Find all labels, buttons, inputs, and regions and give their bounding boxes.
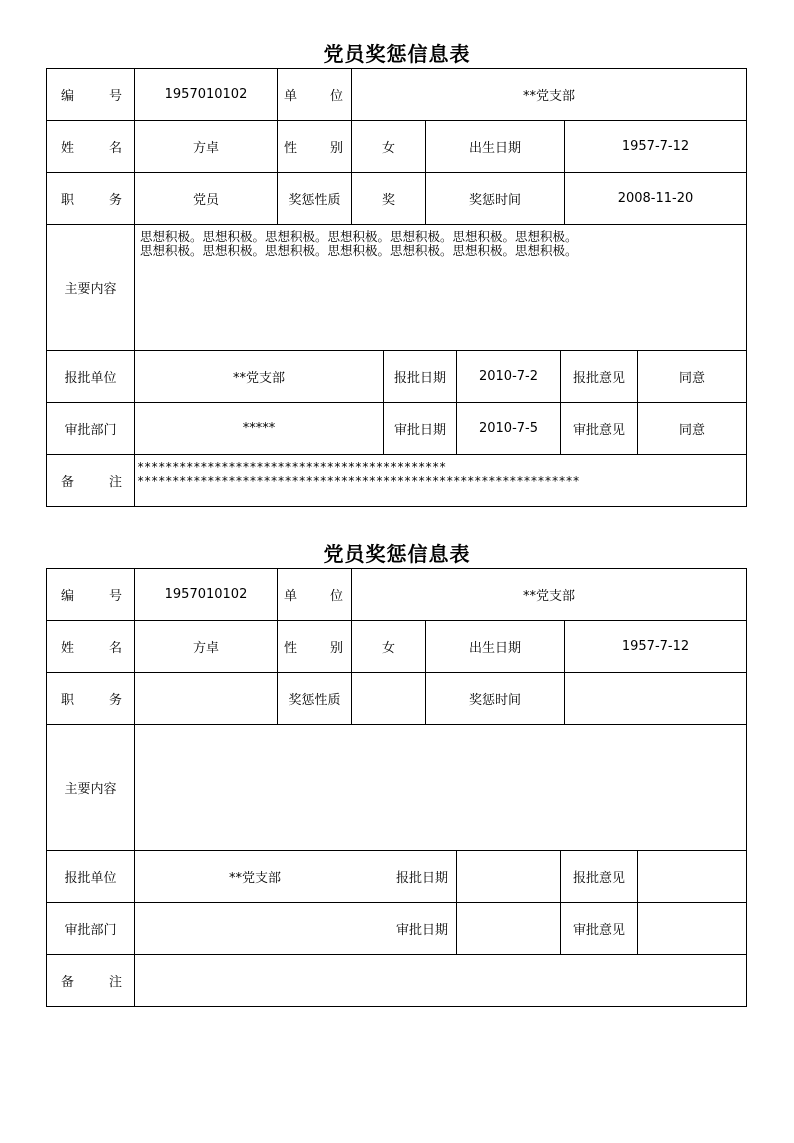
label-name (46, 120, 135, 173)
label-post-b: 务 (108, 193, 122, 208)
label-report-date: 报批日期 (395, 871, 448, 886)
label-gender-b: 别 (329, 141, 343, 156)
label-id-a: 编 (61, 589, 75, 604)
label-nature: 奖惩性质 (277, 172, 352, 225)
label-name (46, 620, 135, 673)
content-text (140, 230, 578, 258)
value-approve-date[interactable] (456, 902, 561, 955)
remark-text (137, 460, 580, 488)
label-approve-date: 审批日期 (383, 402, 457, 455)
value-remark[interactable] (134, 454, 747, 507)
value-name[interactable]: 方卓 (134, 620, 278, 673)
value-report-unit[interactable]: **党支部 (229, 871, 282, 886)
label-nature: 奖惩性质 (277, 672, 352, 725)
remark-line-2: *************************************************************** (137, 474, 580, 488)
label-approve-opinion: 审批意见 (560, 902, 638, 955)
label-report-opinion: 报批意见 (560, 850, 638, 903)
label-name-a: 姓 (61, 141, 75, 156)
value-report-unit[interactable]: **党支部 (134, 350, 384, 403)
value-birth[interactable]: 1957-7-12 (564, 120, 747, 173)
value-approve-date[interactable]: 2010-7-5 (456, 402, 561, 455)
label-gender-b: 别 (329, 641, 343, 656)
value-report-unit-merged[interactable] (134, 850, 457, 903)
label-report-unit: 报批单位 (46, 350, 135, 403)
value-nature[interactable]: 奖 (351, 172, 426, 225)
label-id-a: 编 (61, 89, 75, 104)
label-approve-dept: 审批部门 (46, 902, 135, 955)
value-time[interactable]: 2008-11-20 (564, 172, 747, 225)
value-remark[interactable] (134, 954, 747, 1007)
label-name-b: 名 (108, 641, 122, 656)
remark-line-1: ******************************************** (137, 460, 447, 474)
label-remark (46, 454, 135, 507)
value-unit[interactable]: **党支部 (351, 68, 747, 121)
label-unit (277, 568, 352, 621)
label-post-a: 职 (61, 693, 75, 708)
label-remark-a: 备 (61, 975, 75, 990)
label-id-b: 号 (108, 89, 122, 104)
value-approve-dept-merged[interactable] (134, 902, 457, 955)
label-time: 奖惩时间 (425, 172, 565, 225)
label-remark (46, 954, 135, 1007)
label-approve-date: 审批日期 (395, 923, 448, 938)
label-id (46, 568, 135, 621)
value-post[interactable]: 党员 (134, 172, 278, 225)
label-approve-dept: 审批部门 (46, 402, 135, 455)
value-name[interactable]: 方卓 (134, 120, 278, 173)
label-approve-opinion: 审批意见 (560, 402, 638, 455)
reward-form-2 (47, 569, 747, 1007)
value-time[interactable] (564, 672, 747, 725)
label-id-b: 号 (108, 589, 122, 604)
label-name-a: 姓 (61, 641, 75, 656)
label-gender (277, 620, 352, 673)
value-approve-opinion[interactable] (637, 902, 747, 955)
label-time: 奖惩时间 (425, 672, 565, 725)
label-name-b: 名 (108, 141, 122, 156)
label-report-unit: 报批单位 (46, 850, 135, 903)
label-report-date: 报批日期 (383, 350, 457, 403)
value-unit[interactable]: **党支部 (351, 568, 747, 621)
label-content: 主要内容 (46, 724, 135, 851)
value-approve-opinion[interactable]: 同意 (637, 402, 747, 455)
label-gender-a: 性 (284, 641, 298, 656)
form-title: 党员奖惩信息表 (323, 42, 471, 66)
label-remark-a: 备 (61, 475, 75, 490)
label-unit-b: 位 (329, 89, 343, 104)
reward-form-1 (47, 69, 747, 507)
label-remark-b: 注 (108, 475, 122, 490)
value-gender[interactable]: 女 (351, 120, 426, 173)
value-post[interactable] (134, 672, 278, 725)
value-birth[interactable]: 1957-7-12 (564, 620, 747, 673)
label-report-opinion: 报批意见 (560, 350, 638, 403)
value-id[interactable]: 1957010102 (134, 68, 278, 121)
label-unit-b: 位 (329, 589, 343, 604)
value-content[interactable] (134, 724, 747, 851)
label-post (46, 172, 135, 225)
label-birth: 出生日期 (425, 120, 565, 173)
value-approve-dept[interactable]: ***** (134, 402, 384, 455)
content-line-1: 思想积极。思想积极。思想积极。思想积极。思想积极。思想积极。思想积极。 (140, 229, 578, 244)
form-title: 党员奖惩信息表 (323, 542, 471, 566)
value-gender[interactable]: 女 (351, 620, 426, 673)
label-gender-a: 性 (284, 141, 298, 156)
label-unit-a: 单 (284, 589, 298, 604)
label-id (46, 68, 135, 121)
label-birth: 出生日期 (425, 620, 565, 673)
value-report-opinion[interactable] (637, 850, 747, 903)
label-post (46, 672, 135, 725)
label-remark-b: 注 (108, 975, 122, 990)
value-id[interactable]: 1957010102 (134, 568, 278, 621)
label-post-b: 务 (108, 693, 122, 708)
value-content[interactable] (134, 224, 747, 351)
value-report-opinion[interactable]: 同意 (637, 350, 747, 403)
value-report-date[interactable]: 2010-7-2 (456, 350, 561, 403)
value-report-date[interactable] (456, 850, 561, 903)
label-gender (277, 120, 352, 173)
label-post-a: 职 (61, 193, 75, 208)
content-line-2: 思想积极。思想积极。思想积极。思想积极。思想积极。思想积极。思想积极。 (140, 243, 578, 258)
label-unit-a: 单 (284, 89, 298, 104)
value-nature[interactable] (351, 672, 426, 725)
label-content: 主要内容 (46, 224, 135, 351)
label-unit (277, 68, 352, 121)
